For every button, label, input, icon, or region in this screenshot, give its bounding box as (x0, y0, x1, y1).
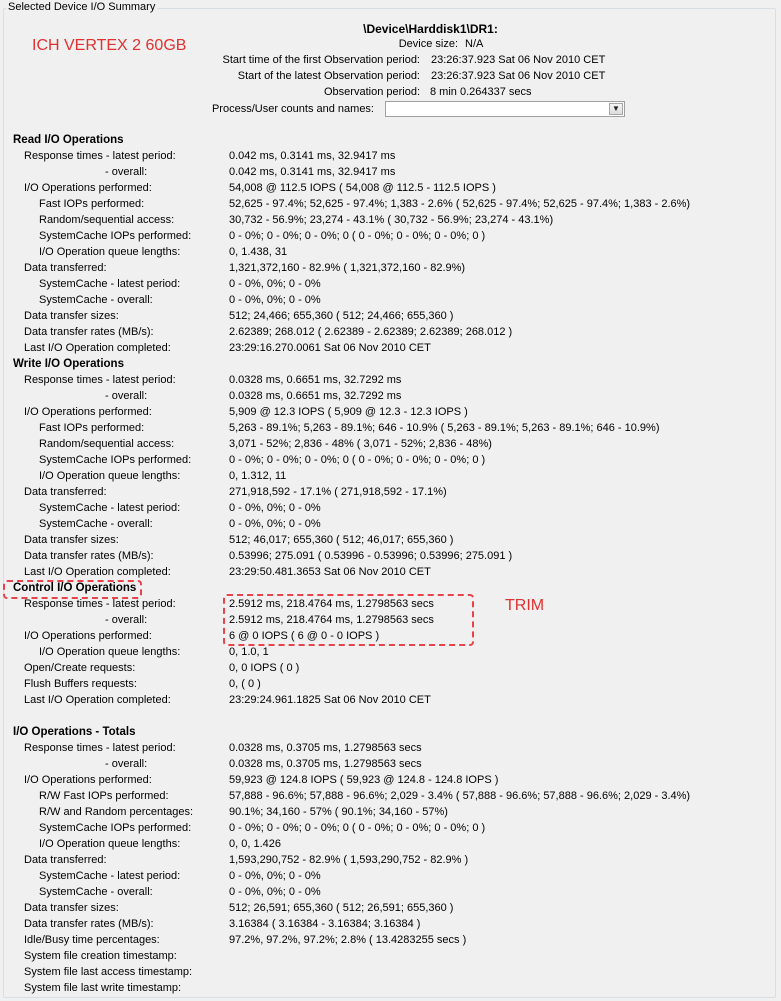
stat-label: I/O Operations performed: (24, 774, 152, 786)
stat-value: 2.5912 ms, 218.4764 ms, 1.2798563 secs (229, 598, 434, 610)
stat-label: Response times - latest period: (24, 598, 176, 610)
stat-label: SystemCache IOPs performed: (39, 230, 192, 242)
stat-label: Idle/Busy time percentages: (24, 934, 160, 946)
stat-value: 23:29:24.961.1825 Sat 06 Nov 2010 CET (229, 694, 431, 706)
stat-value: 0.0328 ms, 0.6651 ms, 32.7292 ms (229, 390, 402, 402)
stat-value: 0, 1.438, 31 (229, 246, 288, 258)
stat-label: I/O Operation queue lengths: (39, 646, 181, 658)
obs-period-label: Observation period: (324, 86, 420, 98)
device-size-value: N/A (465, 38, 484, 50)
stat-label: Response times - latest period: (24, 150, 176, 162)
stat-label: Data transferred: (24, 854, 107, 866)
stat-value: 0 - 0%, 0%; 0 - 0% (229, 518, 321, 530)
stat-label: Open/Create requests: (24, 662, 136, 674)
stat-value: 5,909 @ 12.3 IOPS ( 5,909 @ 12.3 - 12.3 IOPS ) (229, 406, 468, 418)
process-dropdown[interactable] (385, 101, 625, 117)
stat-value: 52,625 - 97.4%; 52,625 - 97.4%; 1,383 - 2.6% ( 52,625 - 97.4%; 52,625 - 97.4%; 1,383 - 2.6%) (229, 198, 691, 210)
stat-label: Data transfer rates (MB/s): (24, 918, 154, 930)
stat-label: Data transferred: (24, 486, 107, 498)
stat-value: 0.042 ms, 0.3141 ms, 32.9417 ms (229, 150, 396, 162)
start-first-label: Start time of the first Observation period: (222, 54, 420, 66)
stat-label: SystemCache - overall: (39, 294, 153, 306)
device-size-label: Device size: (398, 38, 458, 50)
stat-value: 0, 1.312, 11 (229, 470, 287, 482)
section-heading: Control I/O Operations (13, 582, 137, 594)
stat-value: 0.0328 ms, 0.3705 ms, 1.2798563 secs (229, 742, 422, 754)
stat-value: 5,263 - 89.1%; 5,263 - 89.1%; 646 - 10.9% ( 5,263 - 89.1%; 5,263 - 89.1%; 646 - 10.9%) (229, 422, 660, 434)
stat-label: Response times - latest period: (24, 374, 176, 386)
start-latest-value: 23:26:37.923 Sat 06 Nov 2010 CET (431, 70, 606, 82)
stat-value: 3.16384 ( 3.16384 - 3.16384; 3.16384 ) (229, 918, 421, 930)
stat-value: 54,008 @ 112.5 IOPS ( 54,008 @ 112.5 - 112.5 IOPS ) (229, 182, 496, 194)
stat-label: Random/sequential access: (39, 438, 175, 450)
stat-value: 1,321,372,160 - 82.9% ( 1,321,372,160 - 82.9%) (229, 262, 466, 274)
stat-value: 0, 0 IOPS ( 0 ) (229, 662, 300, 674)
stat-label: I/O Operations performed: (24, 406, 152, 418)
stat-value: 271,918,592 - 17.1% ( 271,918,592 - 17.1%) (229, 486, 447, 498)
start-first-value: 23:26:37.923 Sat 06 Nov 2010 CET (431, 54, 606, 66)
obs-period-value: 8 min 0.264337 secs (430, 86, 532, 98)
stat-value: 0, ( 0 ) (229, 678, 261, 690)
stat-value: 2.62389; 268.012 ( 2.62389 - 2.62389; 2.62389; 268.012 ) (229, 326, 513, 338)
stat-label: - overall: (105, 758, 148, 770)
stat-label: Data transfer sizes: (24, 534, 119, 546)
stat-label: SystemCache - latest period: (39, 278, 181, 290)
stat-value: 30,732 - 56.9%; 23,274 - 43.1% ( 30,732 - 56.9%; 23,274 - 43.1%) (229, 214, 554, 226)
stat-label: Data transferred: (24, 262, 107, 274)
stat-label: System file last write timestamp: (24, 982, 182, 994)
stat-label: R/W Fast IOPs performed: (39, 790, 169, 802)
stat-value: 3,071 - 52%; 2,836 - 48% ( 3,071 - 52%; 2,836 - 48%) (229, 438, 492, 450)
trim-annotation: TRIM (505, 597, 545, 614)
stat-value: 512; 26,591; 655,360 ( 512; 26,591; 655,360 ) (229, 902, 454, 914)
stat-value: 0, 1.0, 1 (229, 646, 269, 658)
stat-label: - overall: (105, 614, 148, 626)
stat-label: I/O Operation queue lengths: (39, 838, 181, 850)
stat-value: 512; 46,017; 655,360 ( 512; 46,017; 655,360 ) (229, 534, 454, 546)
stat-label: Fast IOPs performed: (39, 198, 145, 210)
drive-annotation: ICH VERTEX 2 60GB (32, 37, 187, 54)
stat-value: 23:29:16.270.0061 Sat 06 Nov 2010 CET (229, 342, 431, 354)
stat-label: I/O Operations performed: (24, 630, 152, 642)
stat-label: SystemCache - latest period: (39, 870, 181, 882)
stat-value: 0.53996; 275.091 ( 0.53996 - 0.53996; 0.53996; 275.091 ) (229, 550, 513, 562)
stat-label: SystemCache - overall: (39, 518, 153, 530)
stat-value: 0 - 0%, 0%; 0 - 0% (229, 886, 321, 898)
stat-label: Data transfer sizes: (24, 902, 119, 914)
section-heading: Read I/O Operations (13, 134, 124, 146)
stat-value: 512; 24,466; 655,360 ( 512; 24,466; 655,360 ) (229, 310, 454, 322)
stat-label: SystemCache IOPs performed: (39, 822, 192, 834)
stat-label: SystemCache IOPs performed: (39, 454, 192, 466)
group-title: Selected Device I/O Summary (8, 1, 156, 13)
stat-label: Last I/O Operation completed: (24, 566, 171, 578)
stat-label: System file creation timestamp: (24, 950, 177, 962)
stat-value: 2.5912 ms, 218.4764 ms, 1.2798563 secs (229, 614, 434, 626)
stat-value: 23:29:50.481.3653 Sat 06 Nov 2010 CET (229, 566, 431, 578)
stat-label: I/O Operation queue lengths: (39, 470, 181, 482)
stat-value: 0 - 0%, 0%; 0 - 0% (229, 278, 321, 290)
stat-value: 1,593,290,752 - 82.9% ( 1,593,290,752 - 82.9% ) (229, 854, 469, 866)
chevron-down-icon[interactable]: ▼ (609, 103, 623, 115)
stat-label: Flush Buffers requests: (24, 678, 137, 690)
control-section-highlight (3, 580, 142, 599)
device-path: \Device\Harddisk1\DR1: (363, 22, 498, 36)
stat-value: 0.0328 ms, 0.3705 ms, 1.2798563 secs (229, 758, 422, 770)
section-heading: I/O Operations - Totals (13, 726, 136, 738)
stat-label: R/W and Random percentages: (39, 806, 194, 818)
stat-value: 0.042 ms, 0.3141 ms, 32.9417 ms (229, 166, 396, 178)
stat-label: I/O Operations performed: (24, 182, 152, 194)
stat-value: 90.1%; 34,160 - 57% ( 90.1%; 34,160 - 57%) (229, 806, 448, 818)
stat-label: System file last access timestamp: (24, 966, 193, 978)
stat-value: 0.0328 ms, 0.6651 ms, 32.7292 ms (229, 374, 402, 386)
stat-label: Fast IOPs performed: (39, 422, 145, 434)
stat-value: 0 - 0%, 0%; 0 - 0% (229, 502, 321, 514)
stat-label: Data transfer rates (MB/s): (24, 550, 154, 562)
stat-label: Last I/O Operation completed: (24, 342, 171, 354)
stat-label: Random/sequential access: (39, 214, 175, 226)
stat-value: 0 - 0%, 0%; 0 - 0% (229, 870, 321, 882)
stat-label: Response times - latest period: (24, 742, 176, 754)
stat-value: 0 - 0%; 0 - 0%; 0 - 0%; 0 ( 0 - 0%; 0 - 0%; 0 - 0%; 0 ) (229, 822, 486, 834)
stat-label: I/O Operation queue lengths: (39, 246, 181, 258)
stat-value: 97.2%, 97.2%, 97.2%; 2.8% ( 13.4283255 secs ) (229, 934, 467, 946)
stat-value: 59,923 @ 124.8 IOPS ( 59,923 @ 124.8 - 124.8 IOPS ) (229, 774, 499, 786)
trim-values-highlight (223, 594, 474, 646)
start-latest-label: Start of the latest Observation period: (237, 70, 420, 82)
stat-value: 0, 0, 1.426 (229, 838, 281, 850)
process-label: Process/User counts and names: (211, 103, 374, 115)
stat-label: Data transfer rates (MB/s): (24, 326, 154, 338)
stat-label: SystemCache - latest period: (39, 502, 181, 514)
stat-value: 57,888 - 96.6%; 57,888 - 96.6%; 2,029 - 3.4% ( 57,888 - 96.6%; 57,888 - 96.6%; 2,029 - 3.4%) (229, 790, 691, 802)
stat-value: 0 - 0%, 0%; 0 - 0% (229, 294, 321, 306)
stat-value: 6 @ 0 IOPS ( 6 @ 0 - 0 IOPS ) (229, 630, 380, 642)
stat-label: - overall: (105, 166, 148, 178)
section-heading: Write I/O Operations (13, 358, 124, 370)
stat-label: Data transfer sizes: (24, 310, 119, 322)
stat-value: 0 - 0%; 0 - 0%; 0 - 0%; 0 ( 0 - 0%; 0 - 0%; 0 - 0%; 0 ) (229, 454, 486, 466)
stat-label: Last I/O Operation completed: (24, 694, 171, 706)
stat-label: - overall: (105, 390, 148, 402)
stat-label: SystemCache - overall: (39, 886, 153, 898)
stat-value: 0 - 0%; 0 - 0%; 0 - 0%; 0 ( 0 - 0%; 0 - 0%; 0 - 0%; 0 ) (229, 230, 486, 242)
